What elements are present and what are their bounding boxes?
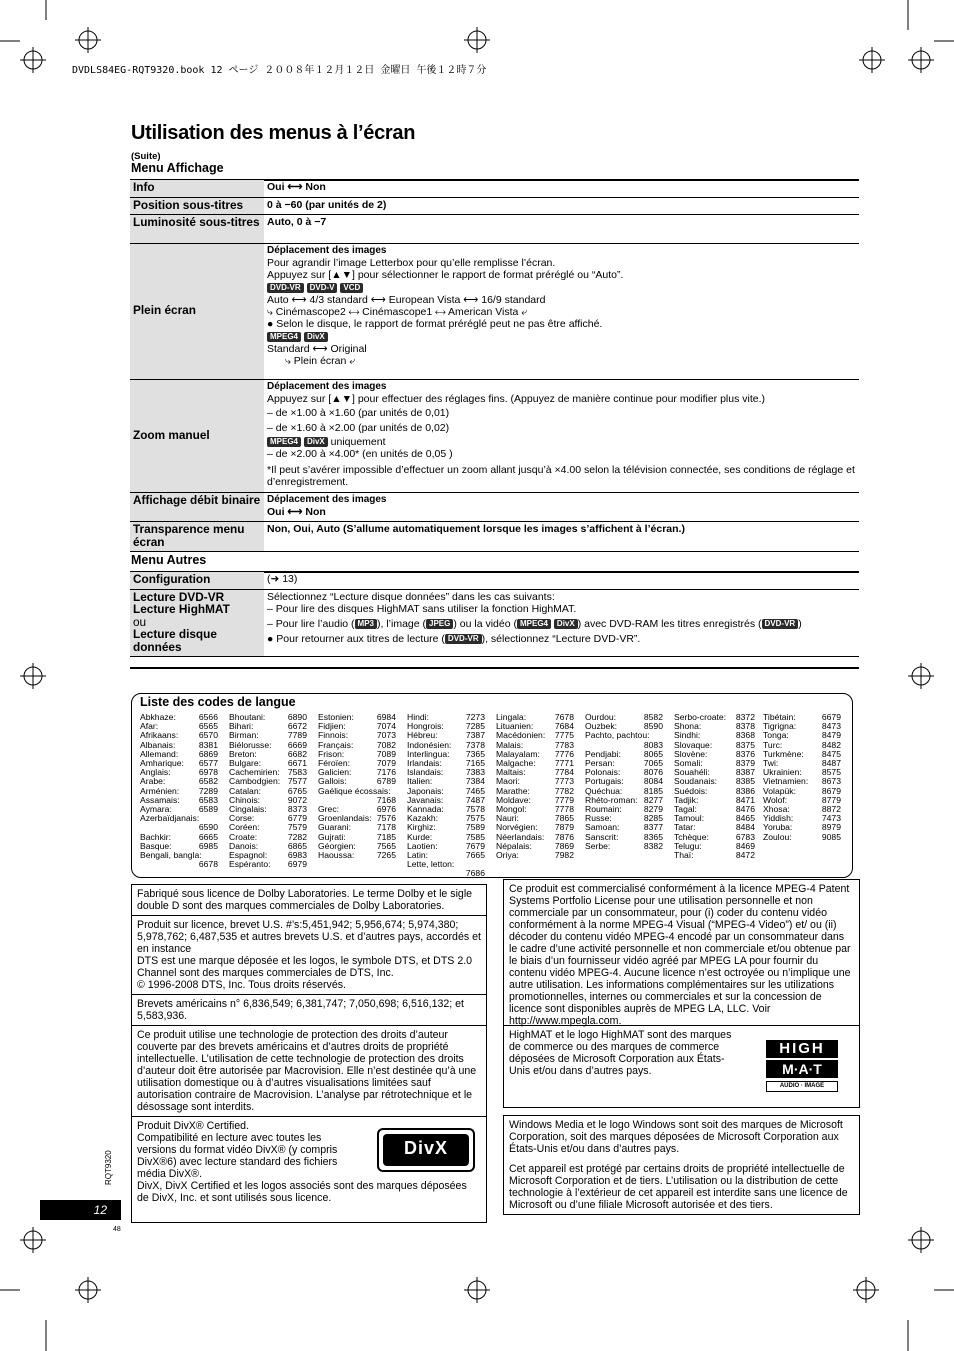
language-entry: Cambodgien: 7577 <box>229 776 307 787</box>
language-entry: Coréen: 7579 <box>229 822 307 833</box>
text-line: – Pour lire des disques HighMAT sans utiliser la fonction HighMAT. <box>267 602 577 615</box>
dolby-notice: Fabriqué sous licence de Dolby Laboratories. Le terme Dolby et le sigle double D sont des marques commerciales de Dolby Laboratories. <box>132 885 486 916</box>
language-entry: Shona: 8378 <box>674 721 755 732</box>
language-entry: Xhosa: 8872 <box>763 804 841 815</box>
mpeg4-notice: Ce produit est commercialisé conformément à la licence MPEG-4 Patent Systems Portfolio License pour une utilisation personnelle et non commerciale par un consommateur, pour (i) coder du contenu vidéo conformément à la norme MPEG-4 Visual (“MPEG-4 Video”) et/ ou (ii) décoder du contenu vidéo MPEG-4 encodé par un consommateur dans le cadre d’une activité personnelle et non commerciale et/ou obtenue par le biais d’un fournisseur vidéo agréé par MPEG LA pour fournir du contenu vidéo MPEG-4. Aucune licence n’est octroyée ou n’implique une autre utilisation. Les informations complémentaires sur les utilizations promotionnelles, internes ou commerciales et sur la concession de licence sont disponibles auprès de MPEG LA, LLC. Voir http://www.mpegla.com. <box>504 880 859 1026</box>
language-entry: Gaélique écossais: 7168 <box>318 785 396 805</box>
language-entry: Afar: 6565 <box>140 721 218 732</box>
row-value <box>264 380 859 493</box>
disc-badge: MPEG4 <box>267 332 301 342</box>
language-entry: Tchèque: 6783 <box>674 831 755 842</box>
row-label: Transparence menu écran <box>130 522 264 552</box>
language-entry: Albanais: 8381 <box>140 739 218 750</box>
disc-badge: VCD <box>340 283 363 293</box>
row-label: Position sous-titres <box>130 197 264 215</box>
text-line: Appuyez sur [▲▼] pour effectuer des réglages fins. (Appuyez de manière continue pour modifier plus vite.) <box>267 393 766 406</box>
dts-notice: Produit sur licence, brevet U.S. #’s:5,451,942; 5,956,674; 5,974,380; 5,978,762; 6,487,535 et autres brevets U.S. et d’autres pays, accordés et en instance DTS est une marque déposée et les logos, le symbole DTS, et DTS 2.0 Channel sont des marques commerciales de DTS, Inc. © 1996-2008 DTS, Inc. Tous droits réservés. <box>132 916 486 995</box>
disc-badge: DVD-VR <box>267 283 304 293</box>
language-entry: Arménien: 7289 <box>140 785 218 796</box>
row-label: Configuration <box>130 572 264 589</box>
disc-badge: DivX <box>554 619 578 629</box>
language-entry: Souahéli: 8387 <box>674 767 755 778</box>
row-value <box>264 589 859 657</box>
language-entry: Tonga: 8479 <box>763 730 841 741</box>
language-entry: Lituanien: 7684 <box>496 721 574 732</box>
language-entry: Ourdou: 8582 <box>585 712 663 722</box>
language-entry: Indonésien: 7378 <box>407 739 485 750</box>
language-entry: Laotien: 7679 <box>407 840 485 851</box>
language-column <box>407 713 485 879</box>
language-entry: Quéchua: 8185 <box>585 785 663 796</box>
language-entry: Bachkir: 6665 <box>140 831 218 842</box>
language-entry: Afrikaans: 6570 <box>140 730 218 741</box>
language-entry: Japonais: 7465 <box>407 785 485 796</box>
text-line: ⤷ Plein écran ⤶ <box>285 354 356 367</box>
language-entry: Bengali, bangla: 6678 <box>140 850 218 870</box>
language-entry: Roumain: 8279 <box>585 804 663 815</box>
language-entry: Népalais: 7869 <box>496 840 574 851</box>
language-entry: Néerlandais: 7876 <box>496 831 574 842</box>
language-entry: Espéranto: 6979 <box>229 859 307 870</box>
disc-badge: DivX <box>304 437 328 447</box>
row-label: Info <box>130 180 264 197</box>
table-row <box>130 492 859 521</box>
language-entry: Cingalais: 8373 <box>229 804 307 815</box>
language-entry: Suédois: 8386 <box>674 785 755 796</box>
divx-logo: DivX <box>377 1128 475 1172</box>
language-entry: Lette, letton: 7686 <box>407 859 485 879</box>
language-entry: Javanais: 7487 <box>407 794 485 805</box>
language-entry: Arabe: 6582 <box>140 776 218 787</box>
language-entry: Abkhaze: 6566 <box>140 712 218 722</box>
text-line: Auto ⟷ 4/3 standard ⟷ European Vista ⟷ 16/9 standard <box>267 293 546 306</box>
language-entry: Ukrainien: 8575 <box>763 767 841 778</box>
language-entry: Hébreu: 7387 <box>407 730 485 741</box>
language-column <box>140 713 218 869</box>
menu-autres-heading: Menu Autres <box>131 553 207 567</box>
row-label: Zoom manuel <box>130 380 264 493</box>
text-line: Sélectionnez “Lecture disque données” dans les cas suivants: <box>267 590 555 603</box>
language-entry: Marathe: 7782 <box>496 785 574 796</box>
disc-badge: DivX <box>304 332 328 342</box>
language-entry: Macédonien: 7775 <box>496 730 574 741</box>
highmat-logo: HIGH M·A·T AUDIO · IMAGE <box>766 1040 838 1094</box>
label-line: Lecture HighMAT <box>133 602 230 616</box>
language-entry: Somali: 8379 <box>674 758 755 769</box>
language-entry: Nauri: 7865 <box>496 813 574 824</box>
language-entry: Bulgare: 6671 <box>229 758 307 769</box>
label-line: Lecture DVD-VR <box>133 589 225 604</box>
language-entry: Serbo-croate: 8372 <box>674 712 755 722</box>
divx-notice: Produit DivX® Certified. Compatibilité en lecture avec toutes les versions du format vidéo DivX® (y compris DivX®6) avec lecture standard des fichiers média DivX®. DivX, DivX Certified et les logos associés sont des marques déposées de DivX, Inc. et sont utilisés sous licence. DivX <box>132 1117 486 1219</box>
disc-badge: DVD-VR <box>762 619 799 629</box>
language-entry: Basque: 6985 <box>140 840 218 851</box>
disc-badge: JPEG <box>426 619 453 629</box>
subheading: Déplacement des images <box>267 245 387 256</box>
disc-badges <box>267 282 856 294</box>
language-entry: Slovène: 8376 <box>674 748 755 759</box>
text-line: ● Selon le disque, le rapport de format préréglé peut ne pas être affiché. <box>267 318 603 331</box>
language-entry: Estonien: 6984 <box>318 712 396 722</box>
text-line: Appuyez sur [▲▼] pour sélectionner le rapport de format préréglé ou “Auto”. <box>267 269 624 282</box>
menu-affichage-table <box>130 180 859 552</box>
language-entry: Cachemirien: 7583 <box>229 767 307 778</box>
language-entry: Anglais: 6978 <box>140 767 218 778</box>
language-entry: Kirghiz: 7589 <box>407 822 485 833</box>
language-column <box>674 713 755 860</box>
row-value: (➜ 13) <box>264 572 859 589</box>
table-row <box>130 572 859 589</box>
language-entry: Pendjabi: 8065 <box>585 748 663 759</box>
language-entry: Haoussa: 7265 <box>318 850 396 861</box>
language-entry: Birman: 7789 <box>229 730 307 741</box>
subheading: Déplacement des images <box>267 381 387 392</box>
language-entry: Yoruba: 8979 <box>763 822 841 833</box>
language-entry: Soudanais: 8385 <box>674 776 755 787</box>
language-entry: Tibétain: 6679 <box>763 712 841 722</box>
language-entry: Tamoul: 8465 <box>674 813 755 824</box>
language-entry: Français: 7082 <box>318 739 396 750</box>
language-entry: Tatar: 8484 <box>674 822 755 833</box>
license-box-right-top <box>503 879 860 1108</box>
table-row <box>130 197 859 215</box>
language-entry: Croate: 7282 <box>229 831 307 842</box>
language-entry: Azerbaïdjanais: 6590 <box>140 813 218 833</box>
table-row <box>130 244 859 380</box>
text-line: – de ×1.00 à ×1.60 (par unités de 0,01) <box>267 407 450 420</box>
language-entry: Mongol: 7778 <box>496 804 574 815</box>
language-column <box>318 713 396 860</box>
menu-autres-table <box>130 572 859 657</box>
language-codes-box <box>131 693 853 878</box>
row-value <box>264 492 859 521</box>
language-entry: Catalan: 6765 <box>229 785 307 796</box>
table-row <box>130 215 859 244</box>
label-line: ou <box>133 614 147 629</box>
macrovision-notice: Ce produit utilise une technologie de protection des droits d’auteur couverte par des brevets américains et d’autres droits de propriété intellectuelle. L’utilisation de cette technologie de protection des droits d’auteur doit être autorisée par Macrovision. Elle n’est destinée qu’à une utilisation domestique ou à d’autres visualisations limitées sauf autorisation contraire de Macrovision. L’analyse par rétrotechnique et le désossage sont interdits. <box>132 1026 486 1117</box>
book-header-line: DVDLS84EG-RQT9320.book 12 ページ ２００８年１２月１２日 金曜日 午後１２時７分 <box>72 65 487 76</box>
language-entry: Oriya: 7982 <box>496 850 574 861</box>
table-row <box>130 522 859 552</box>
language-entry: Maltais: 7784 <box>496 767 574 778</box>
language-entry: Telugu: 8469 <box>674 840 755 851</box>
language-entry: Gujrati: 7185 <box>318 831 396 842</box>
language-entry: Polonais: 8076 <box>585 767 663 778</box>
language-entry: Kannada: 7578 <box>407 804 485 815</box>
language-entry: Biélorusse: 6669 <box>229 739 307 750</box>
language-entry: Rhéto-roman: 8277 <box>585 794 663 805</box>
language-entry: Kazakh: 7575 <box>407 813 485 824</box>
language-codes-title: Liste des codes de langue <box>140 695 296 709</box>
sheet-number: 48 <box>113 1226 121 1233</box>
language-entry: Portugais: 8084 <box>585 776 663 787</box>
patents-notice: Brevets américains n° 6,836,549; 6,381,747; 7,050,698; 6,516,132; et 5,583,936. <box>132 995 486 1026</box>
language-entry: Corse: 6779 <box>229 813 307 824</box>
language-entry: Turc: 8482 <box>763 739 841 750</box>
language-entry: Danois: 6865 <box>229 840 307 851</box>
language-entry: Gallois: 6789 <box>318 776 396 787</box>
label-line: Lecture disque données <box>133 627 217 654</box>
text-line: ⤷ Cinémascope2 ⟷ Cinémascope1 ⟷ American Vista ⤶ <box>267 306 528 319</box>
language-entry: Hongrois: 7285 <box>407 721 485 732</box>
row-value: Auto, 0 à −7 <box>264 215 859 244</box>
language-entry: Yiddish: 7473 <box>763 813 841 824</box>
language-entry: Latin: 7665 <box>407 850 485 861</box>
language-entry: Tadjik: 8471 <box>674 794 755 805</box>
language-entry: Espagnol: 6983 <box>229 850 307 861</box>
language-entry: Féroïen: 7079 <box>318 758 396 769</box>
language-entry: Moldave: 7779 <box>496 794 574 805</box>
language-entry: Allemand: 6869 <box>140 748 218 759</box>
language-entry: Chinois: 9072 <box>229 794 307 805</box>
language-entry: Islandais: 7383 <box>407 767 485 778</box>
language-entry: Malayalam: 7776 <box>496 748 574 759</box>
section-rule <box>130 667 859 669</box>
language-entry: Ouzbek: 8590 <box>585 721 663 732</box>
language-entry: Breton: 6682 <box>229 748 307 759</box>
language-entry: Twi: 8487 <box>763 758 841 769</box>
highmat-notice: HighMAT et le logo HighMAT sont des marques de commerce ou des marques de commerce déposées de Microsoft Corporation aux États-Unis et/ou dans d’autres pays. HIGH M·A·T AUDIO · IMAGE <box>504 1026 859 1108</box>
disc-badge: MPEG4 <box>517 619 551 629</box>
language-entry: Fidjien: 7074 <box>318 721 396 732</box>
language-entry: Wolof: 8779 <box>763 794 841 805</box>
language-entry: Kurde: 7585 <box>407 831 485 842</box>
language-entry: Tigrigna: 8473 <box>763 721 841 732</box>
language-column <box>585 713 663 851</box>
table-row <box>130 589 859 657</box>
page-number: 12 <box>40 1200 121 1220</box>
language-entry: Amharique: 6577 <box>140 758 218 769</box>
language-entry: Norvégien: 7879 <box>496 822 574 833</box>
language-entry: Italien: 7384 <box>407 776 485 787</box>
disc-badge: MPEG4 <box>267 437 301 447</box>
text-line: – de ×1.60 à ×2.00 (par unités de 0,02) <box>267 421 450 434</box>
row-label: Luminosité sous-titres <box>130 215 264 244</box>
language-column <box>763 713 841 842</box>
document-code: RQT9320 <box>104 1150 113 1185</box>
language-entry: Interlingua: 7365 <box>407 748 485 759</box>
language-entry: Turkmène: 8475 <box>763 748 841 759</box>
license-box-right-bottom <box>503 1115 860 1215</box>
row-label <box>130 589 264 657</box>
subheading: Déplacement des images <box>267 493 387 505</box>
language-entry: Frison: 7089 <box>318 748 396 759</box>
language-entry: Guarani: 7178 <box>318 822 396 833</box>
language-entry: Thaï: 8472 <box>674 850 755 861</box>
language-entry: Bihari: 6672 <box>229 721 307 732</box>
language-entry: Tagal: 8476 <box>674 804 755 815</box>
language-entry: Galicien: 7176 <box>318 767 396 778</box>
license-box-left <box>131 884 487 1223</box>
suite-label: (Suite) <box>131 151 161 162</box>
text-line: – Pour lire l’audio ( MP3 ), l’image ( JPEG ) ou la vidéo ( MPEG4 DivX ) avec DVD-RAM les titres enregistrés ( DVD-VR ) <box>267 617 802 630</box>
language-entry: Lingala: 7678 <box>496 712 574 722</box>
text-line: ● Pour retourner aux titres de lecture ( DVD-VR ), sélectionnez “Lecture DVD-VR”. <box>267 633 641 646</box>
language-entry: Finnois: 7073 <box>318 730 396 741</box>
language-entry: Irlandais: 7165 <box>407 758 485 769</box>
language-column <box>229 713 307 869</box>
page-title: Utilisation des menus à l’écran <box>131 122 416 144</box>
windows-notice: Windows Media et le logo Windows sont soit des marques de Microsoft Corporation, soit des marques déposées de Microsoft Corporation aux États-Unis et/ou dans d’autres pays. Cet appareil est protégé par certains droits de propriété intellectuelle de Microsoft Corporation et de tiers. L’utilisation ou la distribution de cette technologie à l’extérieur de cet appareil est interdite sans une licence de Microsoft ou d’une filiale Microsoft autorisée et des tiers. <box>509 1119 848 1211</box>
row-label: Affichage débit binaire <box>130 492 264 521</box>
language-entry: Géorgien: 7565 <box>318 840 396 851</box>
disc-badge: DVD-VR <box>445 634 482 644</box>
text-line: Standard ⟷ Original <box>267 342 367 355</box>
language-entry: Serbe: 8382 <box>585 840 663 851</box>
text-line: Oui ⟷ Non <box>267 505 326 518</box>
language-entry: Hindi: 7273 <box>407 712 485 722</box>
row-label: Plein écran <box>130 244 264 380</box>
language-entry: Malais: 7783 <box>496 739 574 750</box>
language-entry: Pachto, pachtou: 8083 <box>585 730 663 750</box>
language-entry: Slovaque: 8375 <box>674 739 755 750</box>
row-value: Non, Oui, Auto (S’allume automatiquement lorsque les images s’affichent à l’écran.) <box>264 522 859 552</box>
language-entry: Grec: 6976 <box>318 804 396 815</box>
language-entry: Maori: 7773 <box>496 776 574 787</box>
language-entry: Groenlandais: 7576 <box>318 813 396 824</box>
table-row <box>130 180 859 197</box>
language-entry: Bhoutani: 6890 <box>229 712 307 722</box>
row-value: 0 à −60 (par unités de 2) <box>264 197 859 215</box>
disc-badges <box>267 436 856 448</box>
text-line: Pour agrandir l’image Letterbox pour qu’elle remplisse l’écran. <box>267 257 556 270</box>
language-entry: Volapük: 8679 <box>763 785 841 796</box>
language-entry: Sanscrit: 8365 <box>585 831 663 842</box>
text-line: uniquement <box>330 435 386 448</box>
language-entry: Persan: 7065 <box>585 758 663 769</box>
language-entry: Samoan: 8377 <box>585 822 663 833</box>
text-line: – de ×2.00 à ×4.00* (en unités de 0,05 ) <box>267 448 453 461</box>
row-value: Oui ⟷ Non <box>264 180 859 197</box>
language-column <box>496 713 574 860</box>
language-entry: Aymara: 6589 <box>140 804 218 815</box>
language-entry: Malgache: 7771 <box>496 758 574 769</box>
language-entry: Assamais: 6583 <box>140 794 218 805</box>
footnote: *Il peut s’avérer impossible d’effectuer un zoom allant jusqu’à ×4.00 selon la télévision connectée, ses conditions de réglage et d’enregistrement. <box>267 464 855 489</box>
disc-badge: MP3 <box>355 619 377 629</box>
mpegla-link[interactable]: http://www.mpegla.com <box>509 1015 619 1027</box>
disc-badge: DVD-V <box>307 283 338 293</box>
language-entry: Vietnamien: 8673 <box>763 776 841 787</box>
language-entry: Zoulou: 9085 <box>763 831 841 842</box>
row-value <box>264 244 859 380</box>
language-entry: Russe: 8285 <box>585 813 663 824</box>
language-entry: Sindhi: 8368 <box>674 730 755 741</box>
menu-affichage-heading: Menu Affichage <box>131 161 224 175</box>
disc-badges <box>267 330 856 342</box>
table-row <box>130 380 859 493</box>
